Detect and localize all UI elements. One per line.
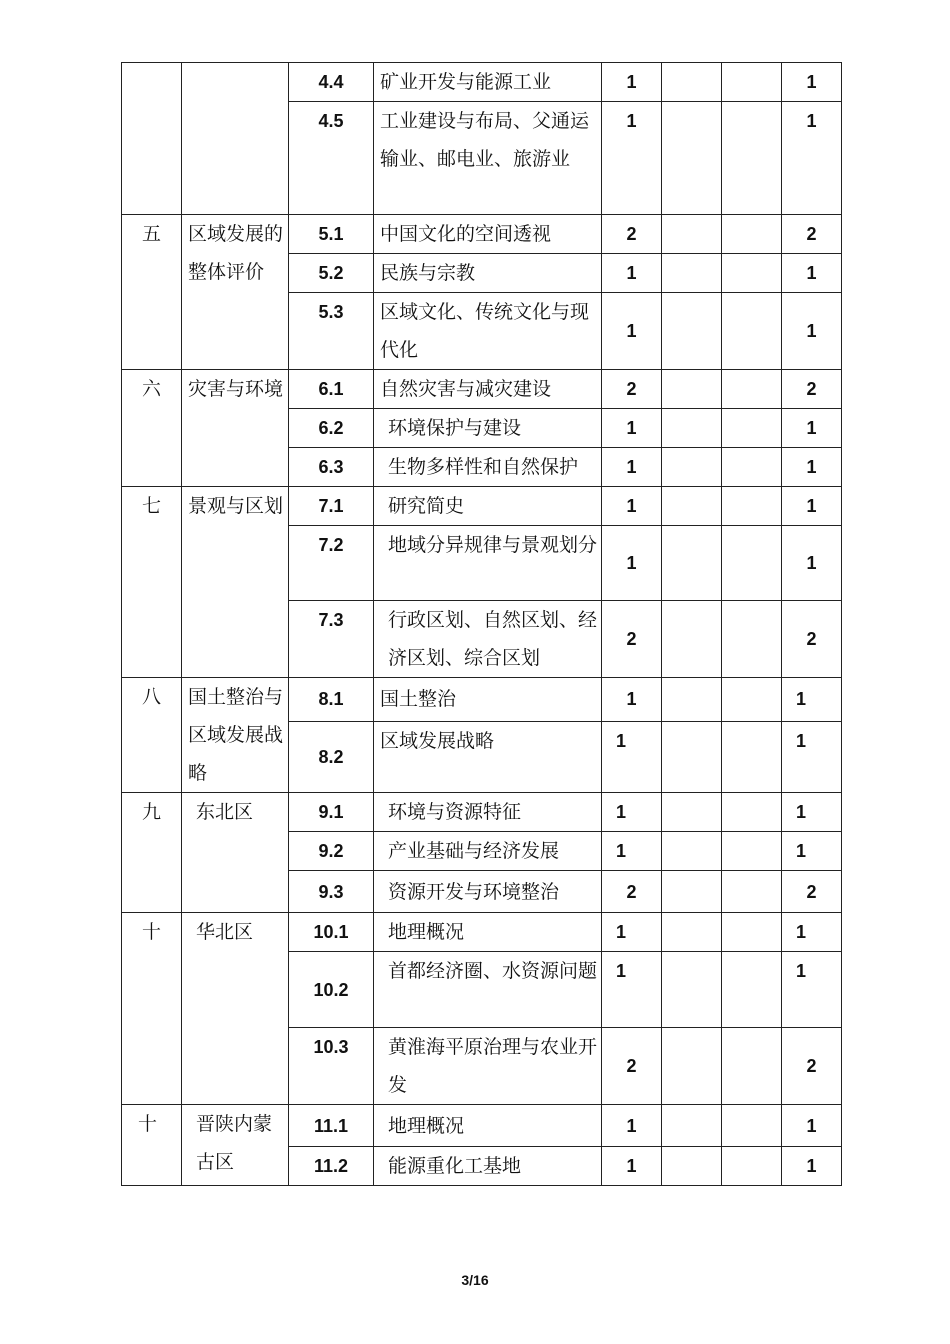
- hours-d: 2: [782, 1028, 842, 1105]
- hours-b: [662, 952, 722, 1028]
- item-name: 地理概况: [374, 1105, 602, 1147]
- hours-a: 1: [602, 793, 662, 832]
- item-number: 11.2: [289, 1147, 374, 1186]
- item-name: 环境保护与建设: [374, 409, 602, 448]
- hours-a: 1: [602, 293, 662, 370]
- item-name: 国土整治: [374, 678, 602, 722]
- item-name: 行政区划、自然区划、经济区划、综合区划: [374, 601, 602, 678]
- hours-a: 2: [602, 215, 662, 254]
- table-row: [122, 370, 842, 409]
- item-number: 10.3: [289, 1028, 374, 1105]
- hours-d: 1: [782, 293, 842, 370]
- hours-c: [722, 487, 782, 526]
- item-number: 9.2: [289, 832, 374, 871]
- item-name: 能源重化工基地: [374, 1147, 602, 1186]
- hours-d: 1: [782, 448, 842, 487]
- item-name: 地域分异规律与景观划分: [374, 526, 602, 601]
- hours-b: [662, 793, 722, 832]
- hours-a: 1: [602, 832, 662, 871]
- table-row: [122, 63, 842, 102]
- hours-c: [722, 1028, 782, 1105]
- item-name: 黄淮海平原治理与农业开发: [374, 1028, 602, 1105]
- hours-b: [662, 293, 722, 370]
- item-name: 中国文化的空间透视: [374, 215, 602, 254]
- hours-a: 1: [602, 448, 662, 487]
- hours-a: 1: [602, 1105, 662, 1147]
- item-number: 11.1: [289, 1105, 374, 1147]
- section-number: 七: [122, 487, 182, 678]
- hours-b: [662, 721, 722, 792]
- hours-a: 1: [602, 913, 662, 952]
- hours-b: [662, 102, 722, 215]
- page-number: 3/16: [461, 1272, 489, 1288]
- hours-c: [722, 871, 782, 913]
- hours-b: [662, 526, 722, 601]
- hours-c: [722, 254, 782, 293]
- hours-b: [662, 215, 722, 254]
- section-title: 景观与区划: [182, 487, 289, 678]
- hours-b: [662, 1147, 722, 1186]
- hours-d: 1: [782, 793, 842, 832]
- hours-a: 1: [602, 526, 662, 601]
- hours-c: [722, 293, 782, 370]
- item-name: 矿业开发与能源工业: [374, 63, 602, 102]
- hours-d: 2: [782, 601, 842, 678]
- hours-c: [722, 721, 782, 792]
- section-number: 十: [122, 1105, 182, 1186]
- table-row: [122, 913, 842, 952]
- section-number: 九: [122, 793, 182, 913]
- hours-b: [662, 254, 722, 293]
- item-number: 5.1: [289, 215, 374, 254]
- hours-a: 2: [602, 871, 662, 913]
- item-number: 8.1: [289, 678, 374, 722]
- section-title: 东北区: [182, 793, 289, 913]
- hours-d: 1: [782, 409, 842, 448]
- item-name: 环境与资源特征: [374, 793, 602, 832]
- section-title: 华北区: [182, 913, 289, 1105]
- hours-d: 1: [782, 487, 842, 526]
- hours-c: [722, 952, 782, 1028]
- table-row: [122, 487, 842, 526]
- hours-c: [722, 1105, 782, 1147]
- hours-b: [662, 871, 722, 913]
- section-title: 晋陕内蒙古区: [182, 1105, 289, 1186]
- table-row: [122, 678, 842, 722]
- hours-d: 1: [782, 952, 842, 1028]
- hours-b: [662, 601, 722, 678]
- item-number: 6.2: [289, 409, 374, 448]
- hours-b: [662, 409, 722, 448]
- section-number: 六: [122, 370, 182, 487]
- section-title: 区域发展的整体评价: [182, 215, 289, 370]
- hours-d: 1: [782, 102, 842, 215]
- hours-a: 1: [602, 63, 662, 102]
- hours-c: [722, 448, 782, 487]
- table-row: [122, 793, 842, 832]
- item-name: 地理概况: [374, 913, 602, 952]
- section-title: 国土整治与区域发展战略: [182, 678, 289, 793]
- item-name: 首都经济圈、水资源问题: [374, 952, 602, 1028]
- section-number: 五: [122, 215, 182, 370]
- hours-a: 1: [602, 254, 662, 293]
- item-name: 区域文化、传统文化与现代化: [374, 293, 602, 370]
- hours-c: [722, 793, 782, 832]
- hours-c: [722, 370, 782, 409]
- item-name: 工业建设与布局、父通运输业、邮电业、旅游业: [374, 102, 602, 215]
- hours-b: [662, 1105, 722, 1147]
- hours-a: 1: [602, 678, 662, 722]
- section-number: 十: [122, 913, 182, 1105]
- item-number: 6.3: [289, 448, 374, 487]
- item-name: 生物多样性和自然保护: [374, 448, 602, 487]
- hours-d: 1: [782, 721, 842, 792]
- hours-d: 2: [782, 871, 842, 913]
- hours-a: 1: [602, 409, 662, 448]
- section-number: [122, 63, 182, 215]
- hours-d: 1: [782, 832, 842, 871]
- hours-c: [722, 102, 782, 215]
- hours-d: 2: [782, 370, 842, 409]
- item-number: 4.4: [289, 63, 374, 102]
- hours-a: 1: [602, 102, 662, 215]
- hours-c: [722, 1147, 782, 1186]
- hours-d: 1: [782, 254, 842, 293]
- hours-a: 2: [602, 1028, 662, 1105]
- item-number: 4.5: [289, 102, 374, 215]
- hours-b: [662, 1028, 722, 1105]
- hours-d: 1: [782, 913, 842, 952]
- item-name: 自然灾害与减灾建设: [374, 370, 602, 409]
- item-number: 10.2: [289, 952, 374, 1028]
- item-number: 8.2: [289, 721, 374, 792]
- item-name: 区域发展战略: [374, 721, 602, 792]
- item-number: 5.3: [289, 293, 374, 370]
- hours-c: [722, 601, 782, 678]
- hours-d: 1: [782, 1147, 842, 1186]
- item-number: 5.2: [289, 254, 374, 293]
- section-title: [182, 63, 289, 215]
- hours-c: [722, 913, 782, 952]
- hours-b: [662, 487, 722, 526]
- section-title: 灾害与环境: [182, 370, 289, 487]
- section-number: 八: [122, 678, 182, 793]
- hours-a: 2: [602, 370, 662, 409]
- item-number: 7.1: [289, 487, 374, 526]
- hours-b: [662, 832, 722, 871]
- item-name: 产业基础与经济发展: [374, 832, 602, 871]
- hours-c: [722, 63, 782, 102]
- table-row: [122, 215, 842, 254]
- hours-a: 2: [602, 601, 662, 678]
- hours-d: 1: [782, 678, 842, 722]
- hours-d: 1: [782, 1105, 842, 1147]
- hours-a: 1: [602, 952, 662, 1028]
- hours-a: 1: [602, 1147, 662, 1186]
- syllabus-table: [121, 62, 842, 1186]
- item-number: 6.1: [289, 370, 374, 409]
- table-row: [122, 1105, 842, 1147]
- item-name: 研究简史: [374, 487, 602, 526]
- hours-b: [662, 678, 722, 722]
- hours-c: [722, 409, 782, 448]
- item-number: 9.1: [289, 793, 374, 832]
- item-number: 7.3: [289, 601, 374, 678]
- hours-b: [662, 63, 722, 102]
- item-number: 7.2: [289, 526, 374, 601]
- hours-c: [722, 526, 782, 601]
- hours-a: 1: [602, 487, 662, 526]
- hours-d: 1: [782, 63, 842, 102]
- hours-c: [722, 832, 782, 871]
- item-number: 10.1: [289, 913, 374, 952]
- item-name: 民族与宗教: [374, 254, 602, 293]
- hours-b: [662, 370, 722, 409]
- hours-c: [722, 678, 782, 722]
- hours-d: 1: [782, 526, 842, 601]
- hours-a: 1: [602, 721, 662, 792]
- hours-d: 2: [782, 215, 842, 254]
- item-name: 资源开发与环境整治: [374, 871, 602, 913]
- item-number: 9.3: [289, 871, 374, 913]
- hours-c: [722, 215, 782, 254]
- hours-b: [662, 448, 722, 487]
- hours-b: [662, 913, 722, 952]
